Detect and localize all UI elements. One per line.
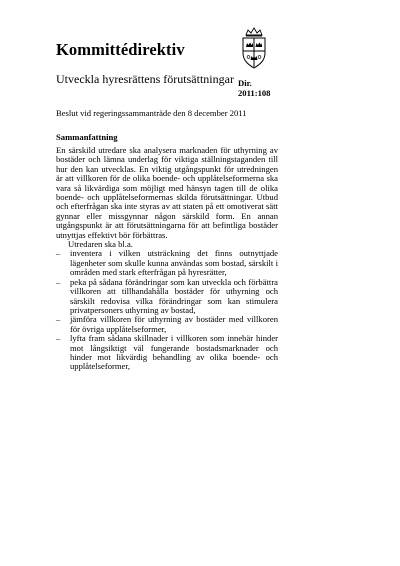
summary-body — [56, 146, 278, 372]
dash-bullet-icon: – — [56, 276, 61, 287]
document-title: Utveckla hyresrättens förutsättningar — [56, 72, 234, 86]
list-item-text: lyfta fram sådana skillnader i villkoren som innebär hinder mot långsiktigt väl fungerande bostadsmarknader och hinder mot likvärdig behandling av olika boende- och upplåtelseformer, — [70, 333, 278, 372]
list-item — [56, 249, 278, 277]
dash-bullet-icon: – — [56, 314, 61, 325]
list-item-text: inventera i vilken utsträckning det finns outnyttjade lägenheter som skulle kunna användas som bostad, särskilt i områden med stark efterfrågan på hyresrätter, — [70, 248, 278, 278]
summary-heading: Sammanfattning — [56, 132, 118, 142]
summary-intro-paragraph: En särskild utredare ska analysera marknaden för uthyrning av bostäder och lämna underlag för viktiga ställningstaganden till hur den kan utvecklas. En viktig utgångspunkt för utredningen är att villkoren för de olika boende- och upplåtelseformerna ska vara så likvärdiga som möjligt med hänsyn tagen till de olika boende- och upplåtelseformernas skilda förutsättningar. Utbud och efterfrågan ska inte styras av att staten på ett omotiverat sätt gynnar eller missgynnar någon särskild form. En annan utgångspunkt är att förutsättningarna för att befintliga bostäder utnyttjas effektivt bör förbättras. — [56, 145, 278, 240]
dash-bullet-icon: – — [56, 333, 61, 344]
list-item — [56, 278, 278, 316]
directive-number — [238, 79, 270, 98]
list-item-text: jämföra villkoren för uthyrning av bostäder med villkoren för övriga upplåtelseformer, — [70, 314, 278, 334]
list-item-text: peka på sådana förändringar som kan utveckla och förbättra villkoren att tillhandahålla bostäder för uthyrning och särskilt redovisa vilka förändringar som kan stimulera privatpersoners uthyrning av bostad, — [70, 276, 278, 315]
document-type-heading: Kommittédirektiv — [56, 40, 185, 59]
decision-line: Beslut vid regeringssammanträde den 8 december 2011 — [56, 108, 247, 118]
list-item — [56, 334, 278, 372]
swedish-coat-of-arms-icon — [235, 27, 273, 71]
directive-label: Dir. — [238, 78, 252, 88]
list-item — [56, 315, 278, 334]
dash-bullet-icon: – — [56, 248, 61, 259]
summary-lead: Utredaren ska bl.a. — [68, 239, 133, 250]
directive-id: 2011:108 — [238, 87, 271, 98]
